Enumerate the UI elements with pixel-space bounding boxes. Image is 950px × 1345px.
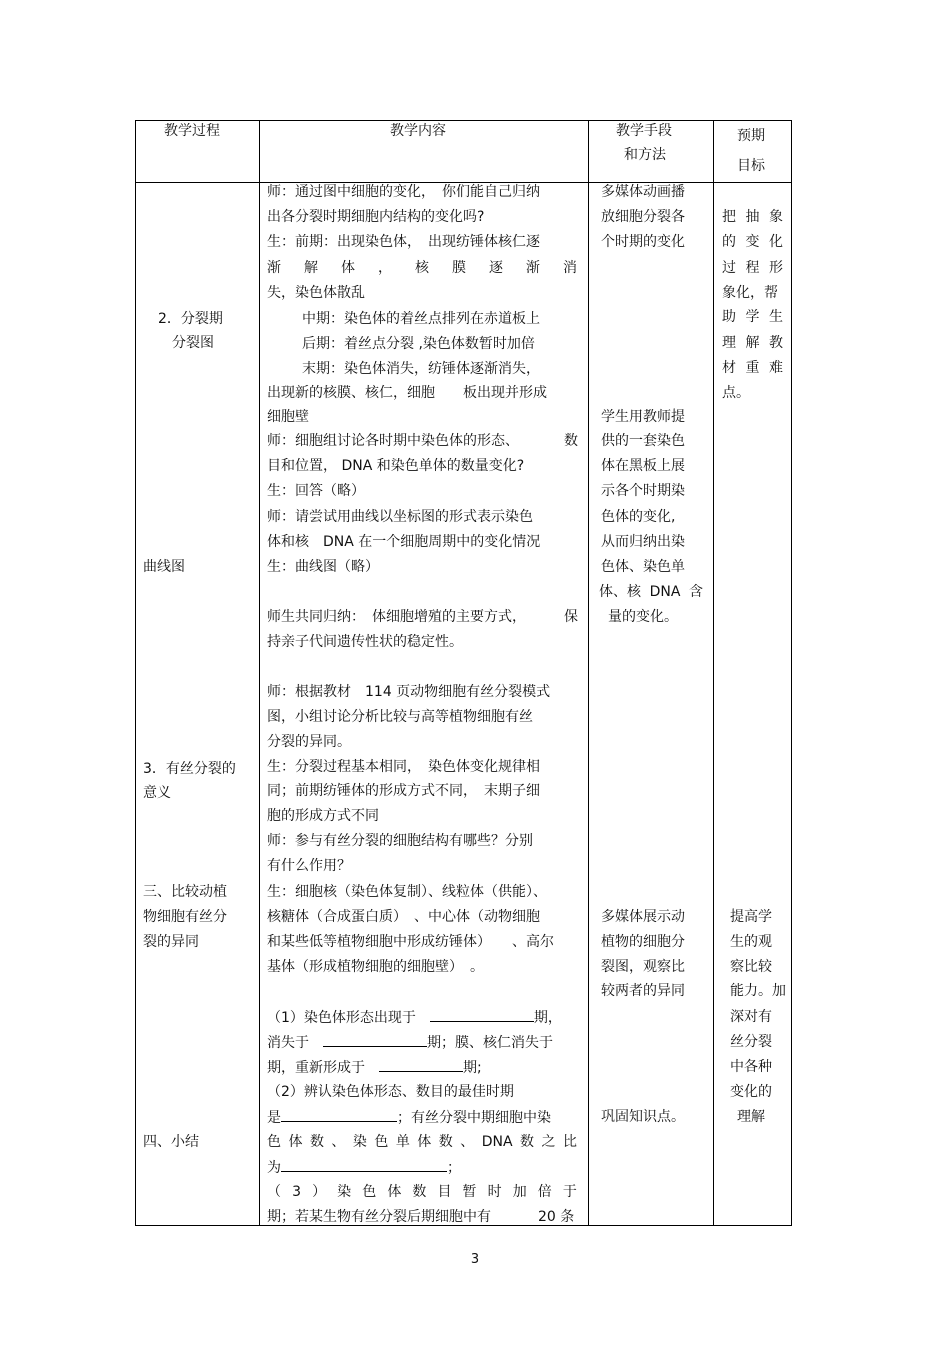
content-line: 师：参与有丝分裂的细胞结构有哪些？分别: [267, 833, 533, 849]
content-line: 师：细胞组讨论各时期中染色体的形态、: [267, 433, 519, 449]
fill-blank: [323, 1030, 427, 1047]
content-line: 和某些低等植物细胞中形成纺锤体） 、高尔: [267, 934, 554, 950]
content-line: 师：通过图中细胞的变化， 你们能自己归纳: [267, 184, 540, 200]
header-method-line1: 教学手段: [616, 123, 672, 139]
question-line: 期，重新形成于 期;: [267, 1055, 482, 1081]
method-line: 示各个时期染: [601, 483, 685, 499]
goal-line: 点。: [722, 385, 750, 401]
goal-line: 提高学: [730, 909, 772, 925]
content-line: 核糖体（合成蛋白质） 、中心体（动物细胞: [267, 909, 540, 925]
method-line: 体在黑板上展: [601, 458, 685, 474]
page-number: 3: [470, 1252, 480, 1267]
goal-line-justified: 把 抽 象: [722, 209, 783, 225]
content-line: 细胞壁: [267, 409, 309, 425]
goal-line-justified: 材 重 难: [722, 360, 783, 376]
question-line-justified: 色 体 数 、 染 色 单 体 数 、 DNA 数 之 比: [267, 1134, 577, 1150]
fill-blank: [281, 1155, 447, 1172]
question-line: 是 ；有丝分裂中期细胞中染: [267, 1105, 551, 1131]
method-line: 多媒体展示动: [601, 909, 685, 925]
content-line: 保: [564, 609, 578, 625]
method-line: 巩固知识点。: [601, 1109, 685, 1125]
content-line: 失，染色体散乱: [267, 285, 365, 301]
goal-line: 中各种: [730, 1059, 772, 1075]
content-line: 师：根据教材 114 页动物细胞有丝分裂模式: [267, 684, 551, 700]
header-method-line2: 和方法: [624, 147, 666, 163]
section-compare-2: 物细胞有丝分: [143, 909, 227, 925]
fill-blank: [430, 1005, 534, 1022]
method-line: 植物的细胞分: [601, 934, 685, 950]
column-divider: [259, 121, 260, 1225]
goal-line-justified: 的 变 化: [722, 234, 783, 250]
goal-line: 变化的: [730, 1084, 772, 1100]
content-line: 数: [564, 433, 578, 449]
goal-line-justified: 理 解 教: [722, 335, 783, 351]
section-divide-1: 2．分裂期: [158, 311, 223, 327]
content-line: 同；前期纺锤体的形成方式不同， 末期子细: [267, 783, 540, 799]
fill-blank: [379, 1055, 463, 1072]
header-content: 教学内容: [390, 123, 446, 139]
question-line: （2）辨认染色体形态、数目的最佳时期: [267, 1084, 514, 1100]
content-line: 基体（形成植物细胞的细胞壁） 。: [267, 959, 484, 975]
method-line: 供的一套染色: [601, 433, 685, 449]
section-compare-1: 三、比较动植: [143, 884, 227, 900]
goal-line-justified: 助 学 生: [722, 309, 783, 325]
method-line: 从而归纳出染: [601, 534, 685, 550]
method-line: 学生用教师提: [601, 409, 685, 425]
content-line: 体和核 DNA 在一个细胞周期中的变化情况: [267, 534, 541, 550]
method-line: 色体、染色单: [601, 559, 685, 575]
content-line-justified: 渐 解 体 ， 核 膜 逐 渐 消: [267, 260, 577, 276]
question-line-justified: （ 3 ） 染 色 体 数 目 暂 时 加 倍 于: [267, 1184, 577, 1200]
content-line: 生：曲线图（略）: [267, 559, 379, 575]
section-compare-3: 裂的异同: [143, 934, 199, 950]
method-line: 量的变化。: [608, 609, 678, 625]
content-line: 生：细胞核（染色体复制）、线粒体（供能）、: [267, 884, 547, 900]
section-curve: 曲线图: [143, 559, 185, 575]
content-line: 目和位置， DNA 和染色单体的数量变化?: [267, 458, 525, 474]
lesson-plan-table: [135, 120, 792, 1226]
section-meaning-1: 3．有丝分裂的: [143, 761, 236, 777]
method-line: 个时期的变化: [601, 234, 685, 250]
question-line: （1）染色体形态出现于 期，: [267, 1005, 562, 1031]
content-line: 胞的形成方式不同: [267, 808, 379, 824]
question-line: 期；若某生物有丝分裂后期细胞中有: [267, 1209, 491, 1225]
content-line: 生：前期：出现染色体， 出现纺锤体核仁逐: [267, 234, 540, 250]
content-line: 图，小组讨论分析比较与高等植物细胞有丝: [267, 709, 533, 725]
content-line: 出各分裂时期细胞内结构的变化吗?: [267, 209, 485, 225]
content-line: 分裂的异同。: [267, 734, 351, 750]
goal-line: 理解: [737, 1109, 765, 1125]
goal-line: 象化，帮: [722, 285, 778, 301]
content-line: 持亲子代间遗传性状的稳定性。: [267, 634, 463, 650]
question-line: 消失于 期；膜、核仁消失于: [267, 1030, 553, 1056]
content-line: 中期：染色体的着丝点排列在赤道板上: [302, 311, 540, 327]
method-line-justified: 体、核 DNA 含: [599, 584, 703, 600]
method-line: 色体的变化,: [601, 509, 676, 525]
section-meaning-2: 意义: [143, 785, 171, 801]
header-goal-line2: 目标: [737, 158, 765, 174]
goal-line: 丝分裂: [730, 1034, 772, 1050]
method-line: 多媒体动画播: [601, 184, 685, 200]
method-line: 较两者的异同: [601, 983, 685, 999]
header-goal-line1: 预期: [737, 128, 765, 144]
content-line: 出现新的核膜、核仁，细胞 板出现并形成: [267, 385, 547, 401]
section-summary: 四、小结: [143, 1134, 199, 1150]
column-divider: [588, 121, 589, 1225]
content-line: 有什么作用？: [267, 858, 351, 874]
content-line: 末期：染色体消失，纺锤体逐渐消失，: [302, 361, 540, 377]
goal-line-justified: 过 程 形: [722, 260, 783, 276]
content-line: 师：请尝试用曲线以坐标图的形式表示染色: [267, 509, 533, 525]
goal-line: 能力。加: [730, 983, 786, 999]
content-line: 师生共同归纳： 体细胞增殖的主要方式，: [267, 609, 526, 625]
header-process: 教学过程: [164, 123, 220, 139]
goal-line: 察比较: [730, 959, 772, 975]
content-line: 后期：着丝点分裂 ,染色体数暂时加倍: [302, 336, 535, 352]
goal-line: 生的观: [730, 934, 772, 950]
question-line: 20 条: [538, 1209, 575, 1225]
column-divider: [713, 121, 714, 1225]
content-line: 生：回答（略）: [267, 483, 365, 499]
content-line: 生：分裂过程基本相同， 染色体变化规律相: [267, 759, 540, 775]
method-line: 放细胞分裂各: [601, 209, 685, 225]
goal-line: 深对有: [730, 1009, 772, 1025]
fill-blank: [281, 1105, 397, 1122]
question-line: 为 ；: [267, 1155, 461, 1181]
method-line: 裂图，观察比: [601, 959, 685, 975]
section-divide-2: 分裂图: [172, 335, 214, 351]
